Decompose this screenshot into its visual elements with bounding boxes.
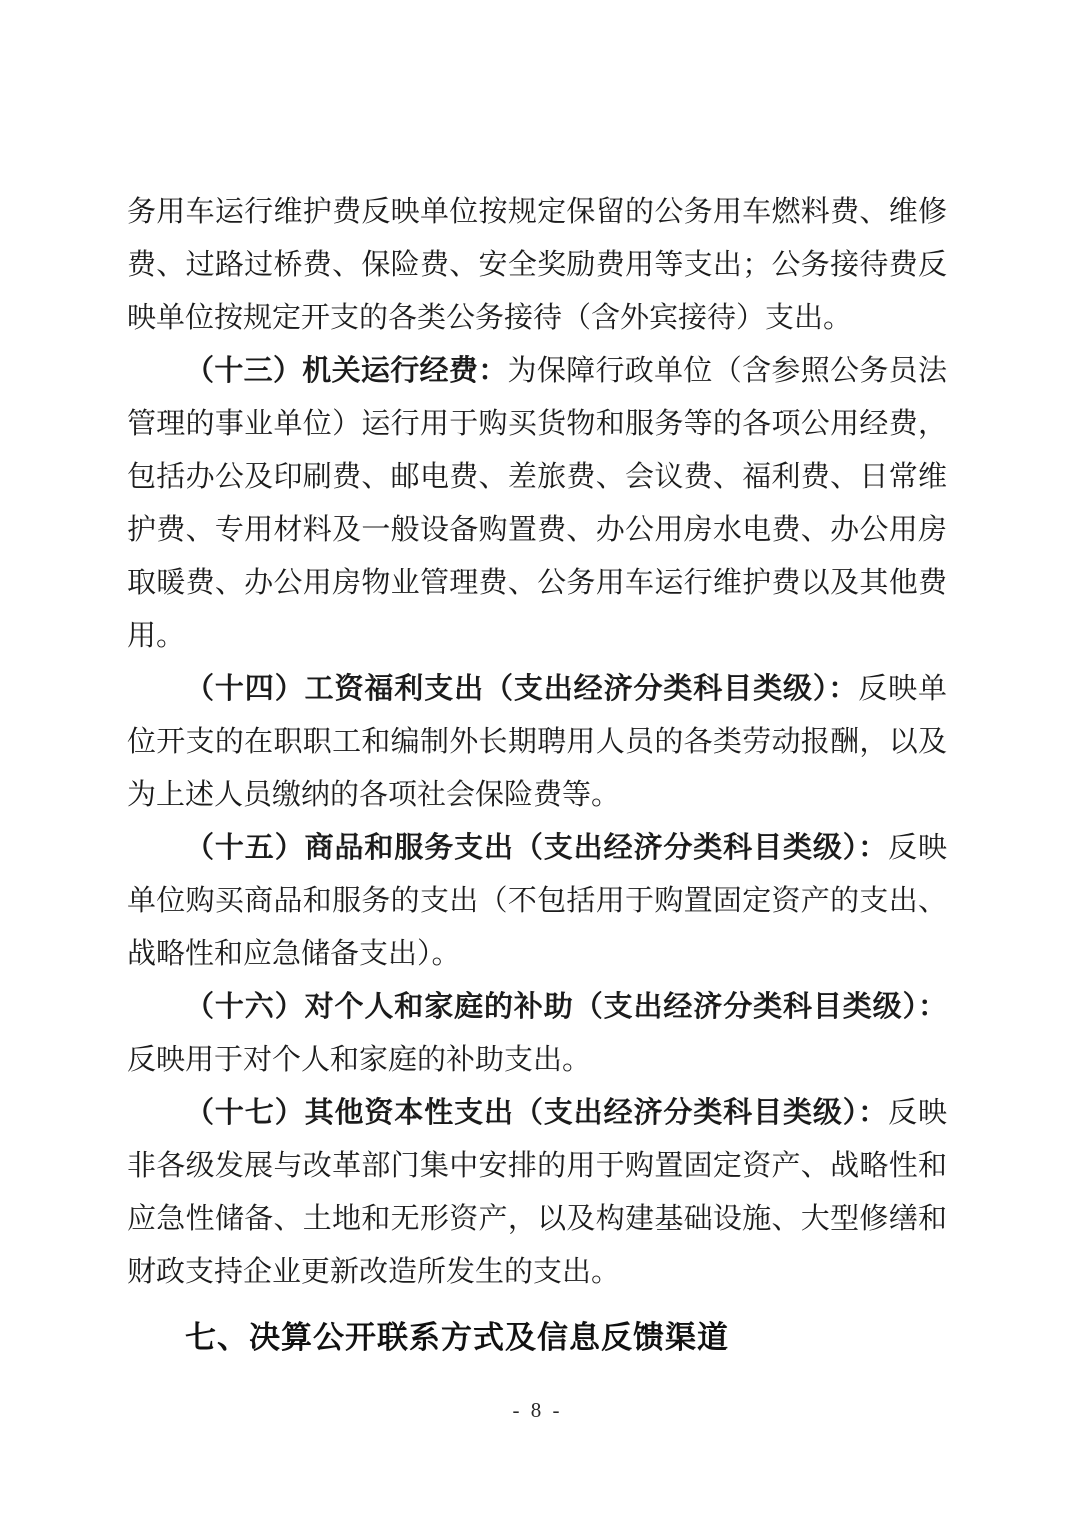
text-line: [127, 716, 947, 769]
text-line: [127, 557, 947, 610]
line-text: 反映: [888, 832, 947, 864]
document-body: [127, 186, 947, 1364]
text-line: [127, 1193, 947, 1246]
line-text: 务用车运行维护费反映单位按规定保留的公务用车燃料费、维修: [127, 196, 947, 228]
paragraph: [127, 1087, 947, 1299]
line-text: 护费、专用材料及一般设备购置费、办公用房水电费、办公用房: [127, 514, 947, 546]
line-text: 费、过路过桥费、保险费、安全奖励费用等支出；公务接待费反: [127, 249, 947, 281]
section-heading-text: 七、决算公开联系方式及信息反馈渠道: [185, 1320, 729, 1355]
line-bold-text: （十五）商品和服务支出（支出经济分类科目类级）：: [185, 832, 889, 864]
text-line: [127, 875, 947, 928]
section-heading: [127, 1311, 947, 1364]
text-line: [127, 1246, 947, 1299]
paragraph: [127, 186, 947, 345]
text-line: [127, 239, 947, 292]
text-line: [127, 345, 947, 398]
paragraph: [127, 981, 947, 1087]
line-text: 应急性储备、土地和无形资产，以及构建基础设施、大型修缮和: [127, 1203, 947, 1235]
page-number-text: - 8 -: [512, 1398, 563, 1422]
line-text: 反映单: [858, 673, 947, 705]
line-text: 映单位按规定开支的各类公务接待（含外宾接待）支出。: [127, 302, 853, 334]
line-bold-text: （十七）其他资本性支出（支出经济分类科目类级）：: [185, 1097, 889, 1129]
line-text: 用。: [127, 620, 186, 652]
text-line: [127, 398, 947, 451]
line-text: 为上述人员缴纳的各项社会保险费等。: [127, 779, 621, 811]
text-line: [127, 451, 947, 504]
line-text: 单位购买商品和服务的支出（不包括用于购置固定资产的支出、: [127, 885, 947, 917]
line-text: 管理的事业单位）运行用于购买货物和服务等的各项公用经费，: [127, 408, 947, 440]
line-bold-text: （十四）工资福利支出（支出经济分类科目类级）：: [185, 673, 859, 705]
text-line: [127, 292, 947, 345]
text-line: [127, 928, 947, 981]
text-line: [127, 1034, 947, 1087]
line-text: 取暖费、办公用房物业管理费、公务用车运行维护费以及其他费: [127, 567, 947, 599]
text-line: [127, 1140, 947, 1193]
line-bold-text: （十三）机关运行经费：: [185, 355, 508, 387]
text-line: [127, 186, 947, 239]
paragraph: [127, 345, 947, 663]
text-line: [127, 504, 947, 557]
text-line: [127, 1087, 947, 1140]
line-text: 位开支的在职职工和编制外长期聘用人员的各类劳动报酬，以及: [127, 726, 947, 758]
line-text: 反映: [888, 1097, 947, 1129]
line-text: 为保障行政单位（含参照公务员法: [507, 355, 947, 387]
text-line: [127, 663, 947, 716]
paragraph: [127, 822, 947, 981]
text-line: [127, 822, 947, 875]
line-bold-text: （十六）对个人和家庭的补助（支出经济分类科目类级）：: [185, 991, 947, 1023]
line-text: 非各级发展与改革部门集中安排的用于购置固定资产、战略性和: [127, 1150, 947, 1182]
text-line: [127, 981, 947, 1034]
line-text: 包括办公及印刷费、邮电费、差旅费、会议费、福利费、日常维: [127, 461, 947, 493]
line-text: 战略性和应急储备支出）。: [127, 938, 461, 970]
page-number: [0, 1398, 1075, 1423]
line-text: 财政支持企业更新改造所发生的支出。: [127, 1256, 621, 1288]
line-text: 反映用于对个人和家庭的补助支出。: [127, 1044, 592, 1076]
text-line: [127, 610, 947, 663]
paragraph: [127, 663, 947, 822]
text-line: [127, 769, 947, 822]
